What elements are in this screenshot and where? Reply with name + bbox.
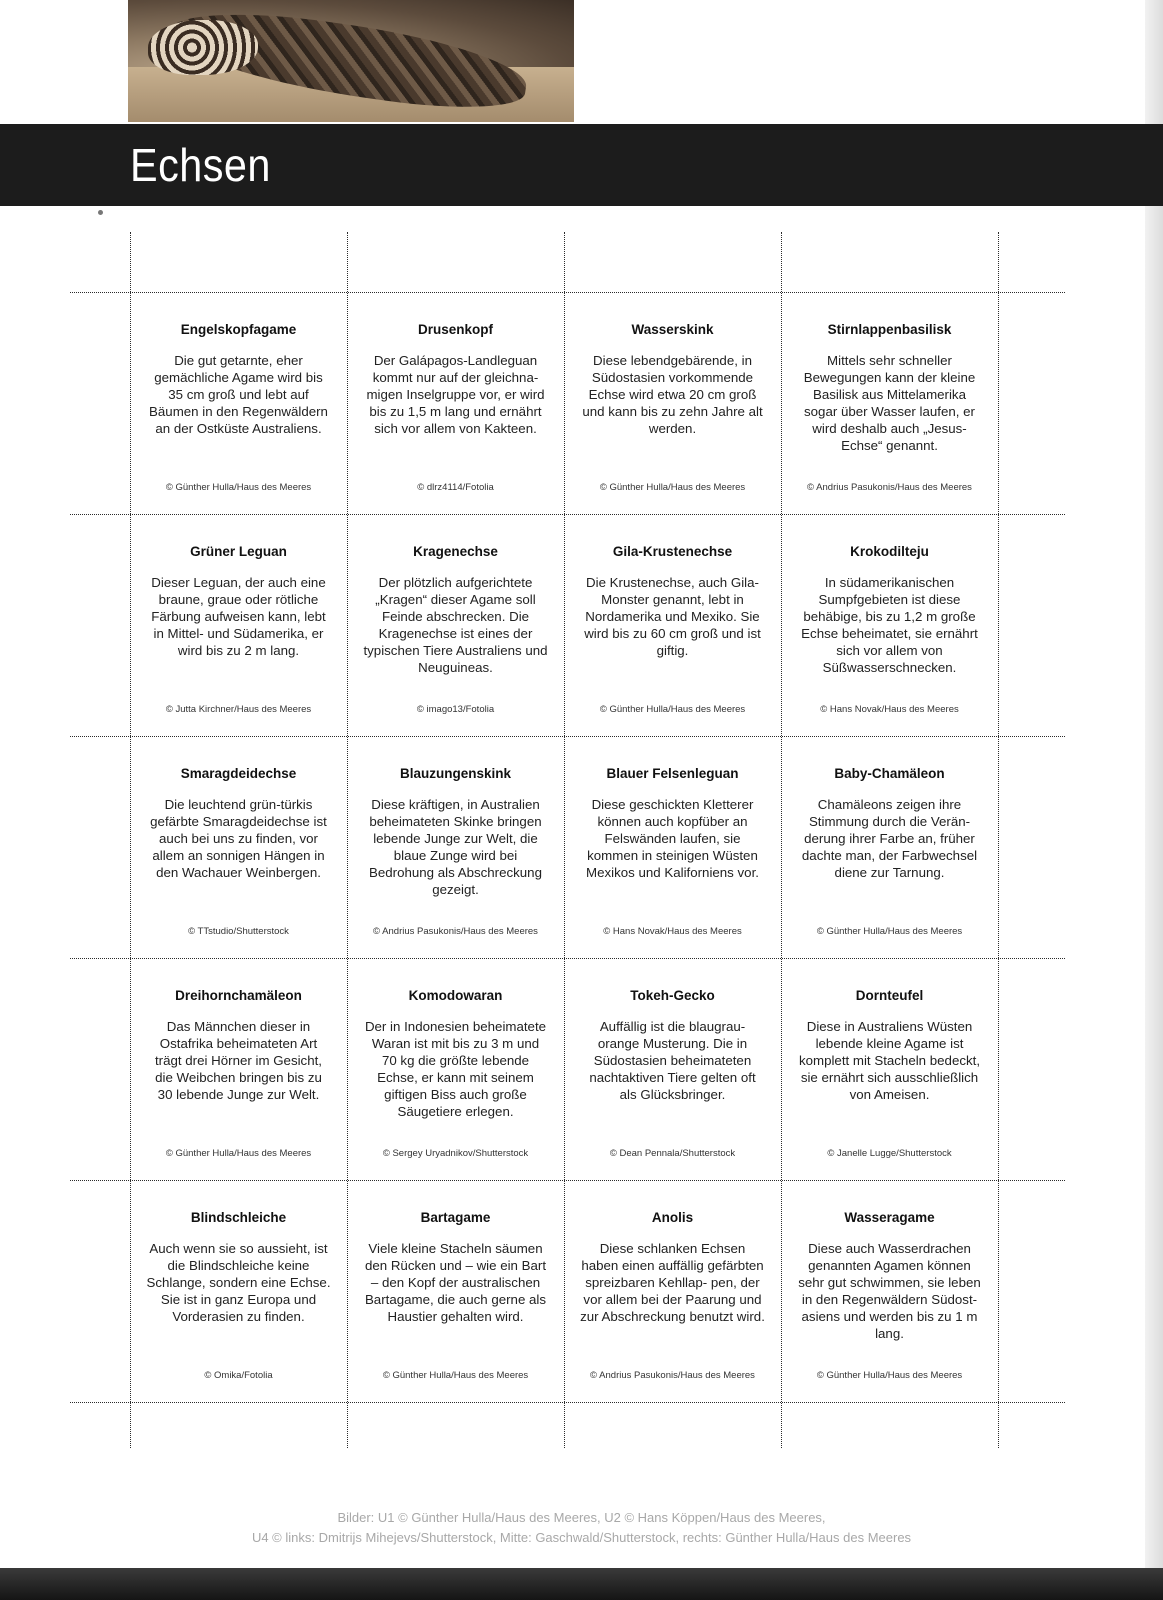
card-name: Baby-Chamäleon bbox=[834, 766, 945, 781]
footer-credits bbox=[0, 1508, 1163, 1548]
card-name: Grüner Leguan bbox=[190, 544, 287, 559]
card bbox=[781, 1180, 998, 1402]
card-name: Wasseragame bbox=[844, 1210, 935, 1225]
card-text: Diese kräftigen, in Australien beheimateten Skinke bringen lebende Junge zur Welt, die blaue Zunge wird bei Bedrohung als Abschreckung gezeigt. bbox=[369, 797, 542, 897]
card bbox=[781, 736, 998, 958]
card-credit: © Andrius Pasukonis/Haus des Meeres bbox=[807, 482, 972, 493]
card-text: Die Krustenechse, auch Gila-Monster genannt, lebt in Nordamerika und Mexiko. Sie wird bis zu 60 cm groß und ist giftig. bbox=[584, 575, 761, 658]
card-text: Dieser Leguan, der auch eine braune, graue oder rötliche Färbung aufweisen kann, lebt in Mittel- und Südamerika, er wird bis zu 2 m lang. bbox=[151, 575, 326, 658]
card bbox=[347, 514, 564, 736]
card bbox=[564, 1180, 781, 1402]
card-name: Engelskopfagame bbox=[180, 322, 297, 337]
card-name: Smaragdeidechse bbox=[180, 766, 297, 781]
card-credit: © Andrius Pasukonis/Haus des Meeres bbox=[373, 926, 538, 937]
card-credit: © imago13/Fotolia bbox=[416, 704, 495, 715]
card-name: Anolis bbox=[651, 1210, 694, 1225]
card-text: Viele kleine Stacheln säumen den Rücken und – wie ein Bart – den Kopf der australischen Bartagame, die auch gerne als Haustier gehalten wird. bbox=[364, 1241, 547, 1324]
cut-line-vertical bbox=[998, 232, 999, 1448]
footer-credits-line-1: Bilder: U1 © Günther Hulla/Haus des Meeres, U2 © Hans Köppen/Haus des Meeres, bbox=[337, 1510, 826, 1525]
card-name: Komodowaran bbox=[408, 988, 503, 1003]
card-text: In südamerikanischen Sumpfgebieten ist diese behäbige, bis zu 1,2 m große Echse beheimatet, sie ernährt sich vor allem von Süßwasserschnecken. bbox=[801, 575, 978, 675]
card-credit: © Günther Hulla/Haus des Meeres bbox=[382, 1370, 529, 1381]
card-text: Mittels sehr schneller Bewegungen kann der kleine Basilisk aus Mittelamerika sogar über Wasser laufen, er wird deshalb auch „Jesus- Echse“ genannt. bbox=[803, 353, 976, 453]
card-name: Bartagame bbox=[420, 1210, 491, 1225]
card-credit: © Hans Novak/Haus des Meeres bbox=[603, 926, 742, 937]
card-text: Der in Indonesien beheimatete Waran ist mit bis zu 3 m und 70 kg die größte lebende Echse, er kann mit seinem giftigen Biss auch große Säugetiere erlegen. bbox=[364, 1019, 547, 1119]
card-text: Die gut getarnte, eher gemächliche Agame wird bis 35 cm groß und lebt auf Bäumen in den Regenwäldern an der Ostküste Australiens. bbox=[149, 353, 328, 436]
card-credit: © dlrz4114/Fotolia bbox=[417, 482, 494, 493]
card-name: Dreihornchamäleon bbox=[175, 988, 302, 1003]
card-text: Diese lebendgebärende, in Südostasien vorkommende Echse wird etwa 20 cm groß und kann bis zu zehn Jahre alt werden. bbox=[582, 353, 763, 436]
card-name: Wasserskink bbox=[631, 322, 714, 337]
card-text: Die leuchtend grün-türkis gefärbte Smaragdeidechse ist auch bei uns zu finden, vor allem an sonnigen Hängen in den Wachauer Weinbergen. bbox=[150, 797, 327, 880]
card-credit: © Günther Hulla/Haus des Meeres bbox=[599, 704, 746, 715]
card bbox=[130, 958, 347, 1180]
page-edge bbox=[1145, 0, 1163, 1600]
card-name: Dornteufel bbox=[855, 988, 924, 1003]
card-text: Chamäleons zeigen ihre Stimmung durch die Verän- derung ihrer Farbe an, früher dachte man, der Farbwechsel diene zur Tarnung. bbox=[801, 797, 978, 880]
card bbox=[347, 292, 564, 514]
card bbox=[347, 1180, 564, 1402]
card-credit: © Omika/Fotolia bbox=[204, 1370, 273, 1381]
bottom-bar bbox=[0, 1568, 1163, 1600]
card bbox=[781, 958, 998, 1180]
card-credit: © Sergey Uryadnikov/Shutterstock bbox=[382, 1148, 529, 1159]
card-grid bbox=[130, 292, 998, 1402]
card-text: Auch wenn sie so aussieht, ist die Blindschleiche keine Schlange, sondern eine Echse. Sie ist in ganz Europa und Vorderasien zu finden. bbox=[146, 1241, 331, 1324]
card bbox=[347, 736, 564, 958]
card-text: Diese in Australiens Wüsten lebende kleine Agame ist komplett mit Stacheln bedeckt, sie ernährt sich ausschließlich von Ameisen. bbox=[798, 1019, 981, 1102]
card bbox=[130, 292, 347, 514]
title-bar bbox=[0, 124, 1163, 206]
card-credit: © Günther Hulla/Haus des Meeres bbox=[165, 1148, 312, 1159]
card-credit: © TTstudio/Shutterstock bbox=[188, 926, 289, 937]
card-name: Kragenechse bbox=[413, 544, 498, 559]
card bbox=[130, 514, 347, 736]
card-name: Drusenkopf bbox=[417, 322, 493, 337]
cut-line-horizontal bbox=[70, 1402, 1065, 1403]
card-credit: © Jutta Kirchner/Haus des Meeres bbox=[165, 704, 312, 715]
card-credit: © Janelle Lugge/Shutterstock bbox=[827, 1148, 952, 1159]
card-text: Der Galápagos-Landleguan kommt nur auf der gleichna- migen Inselgruppe vor, er wird bis zu 1,5 m lang und ernährt sich vor allem von Kakteen. bbox=[366, 353, 545, 436]
card-name: Gila-Krustenechse bbox=[612, 544, 733, 559]
card-name: Blauzungenskink bbox=[399, 766, 512, 781]
dot-mark bbox=[98, 210, 103, 215]
card-text: Diese geschickten Kletterer können auch kopfüber an Felswänden laufen, sie kommen in steinigen Wüsten Mexikos und Kaliforniens vor. bbox=[586, 797, 759, 880]
lizard-photo bbox=[128, 0, 574, 122]
card-name: Tokeh-Gecko bbox=[630, 988, 715, 1003]
card-text: Diese auch Wasserdrachen genannten Agamen können sehr gut schwimmen, sie leben in den Regenwäldern Südost- asiens und werden bis zu 1 m lang. bbox=[798, 1241, 981, 1341]
card-text: Der plötzlich aufgerichtete „Kragen“ dieser Agame soll Feinde abschrecken. Die Kragenechse ist eines der typischen Tiere Australiens und Neuguineas. bbox=[363, 575, 548, 675]
card-credit: © Andrius Pasukonis/Haus des Meeres bbox=[590, 1370, 755, 1381]
card-credit: © Dean Pennala/Shutterstock bbox=[609, 1148, 736, 1159]
card bbox=[564, 736, 781, 958]
card bbox=[781, 292, 998, 514]
card-credit: © Günther Hulla/Haus des Meeres bbox=[816, 926, 963, 937]
card-name: Krokodilteju bbox=[850, 544, 929, 559]
card-name: Blauer Felsenleguan bbox=[606, 766, 739, 781]
card bbox=[564, 514, 781, 736]
lizard-head bbox=[148, 20, 258, 75]
card-name: Stirnlappenbasilisk bbox=[827, 322, 952, 337]
card-text: Auffällig ist die blaugrau- orange Musterung. Die in Südostasien beheimateten nachtaktiven Tiere gelten oft als Glücksbringer. bbox=[589, 1019, 756, 1102]
card-name: Blindschleiche bbox=[190, 1210, 287, 1225]
footer-credits-line-2: U4 © links: Dmitrijs Mihejevs/Shutterstock, Mitte: Gaschwald/Shutterstock, rechts: Günther Hulla/Haus des Meeres bbox=[251, 1530, 912, 1545]
card-credit: © Günther Hulla/Haus des Meeres bbox=[165, 482, 312, 493]
card bbox=[130, 736, 347, 958]
card bbox=[781, 514, 998, 736]
page-title: Echsen bbox=[130, 139, 271, 191]
card-text: Das Männchen dieser in Ostafrika beheimateten Art trägt drei Hörner im Gesicht, die Weibchen bringen bis zu 30 lebende Junge zur Welt. bbox=[154, 1019, 322, 1102]
card-credit: © Hans Novak/Haus des Meeres bbox=[820, 704, 959, 715]
card-credit: © Günther Hulla/Haus des Meeres bbox=[599, 482, 746, 493]
card-text: Diese schlanken Echsen haben einen auffällig gefärbten spreizbaren Kehllap- pen, der vor allem bei der Paarung und zur Abschreckung benutzt wird. bbox=[580, 1241, 765, 1324]
card bbox=[130, 1180, 347, 1402]
card-credit: © Günther Hulla/Haus des Meeres bbox=[816, 1370, 963, 1381]
card bbox=[347, 958, 564, 1180]
card bbox=[564, 292, 781, 514]
card bbox=[564, 958, 781, 1180]
